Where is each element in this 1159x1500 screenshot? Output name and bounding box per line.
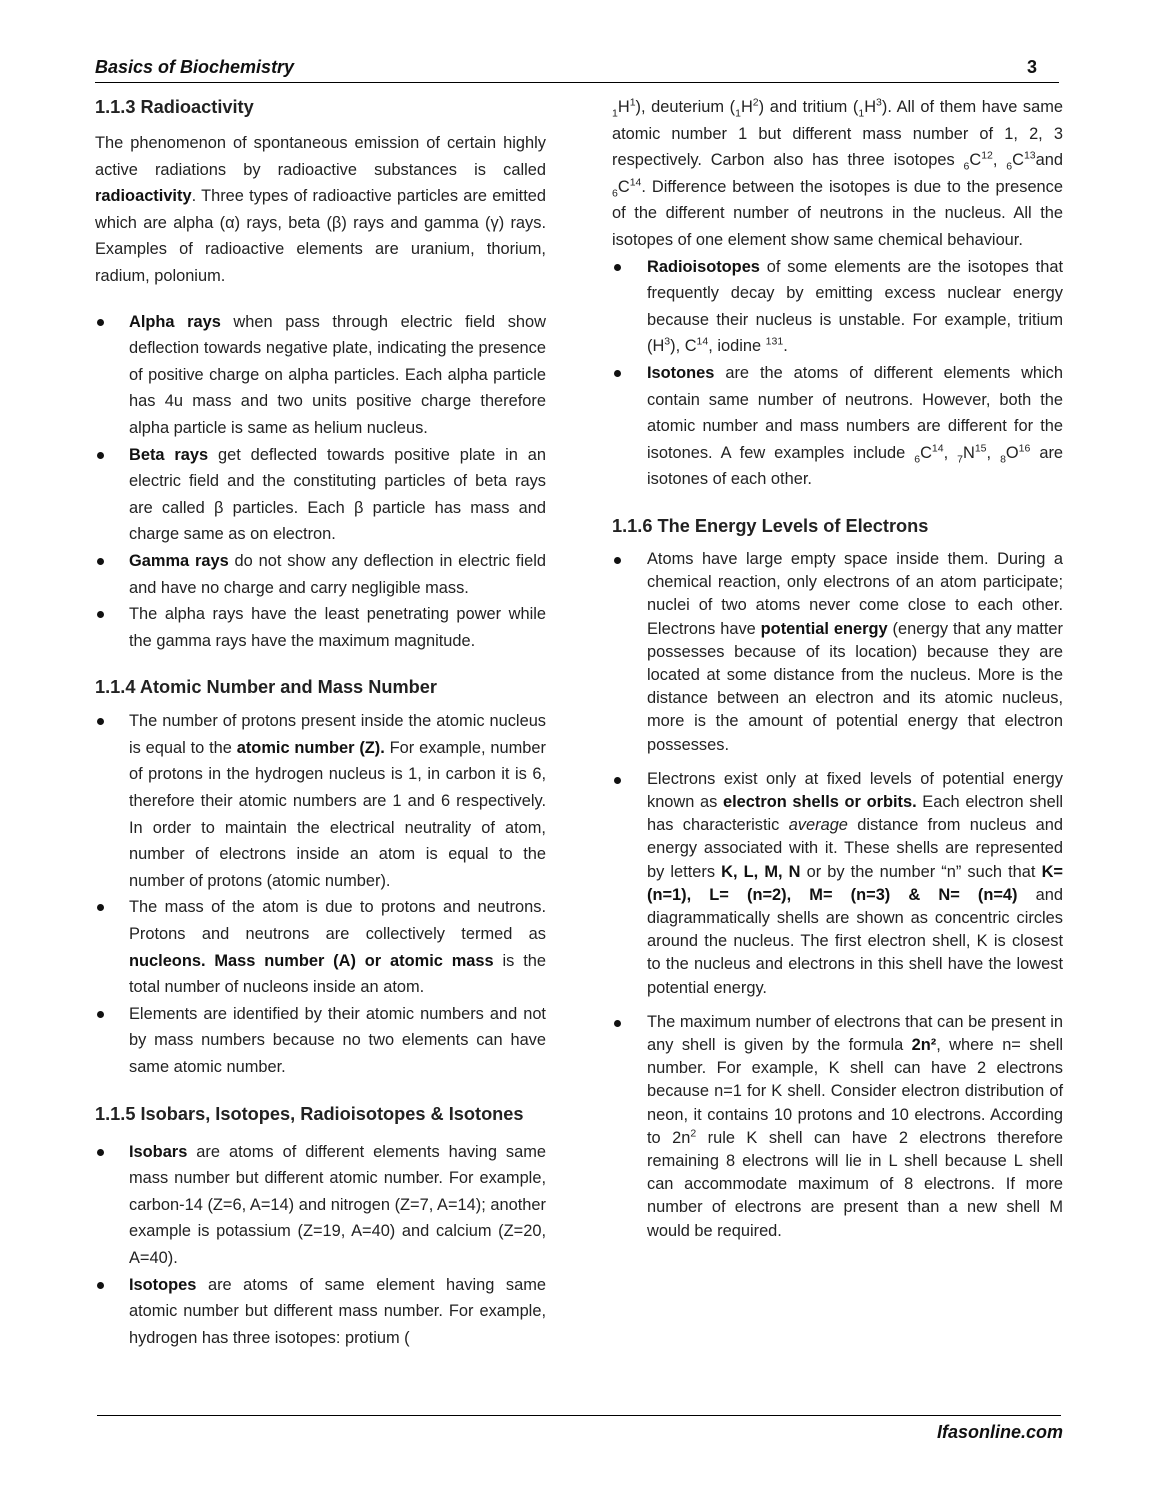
footer-rule xyxy=(97,1415,1061,1416)
bold-term: Isobars xyxy=(129,1142,188,1161)
text: The mass of the atom is due to protons and neutrons. Protons and neutrons are collectively termed as xyxy=(129,898,546,944)
section-heading-radioactivity: 1.1.3 Radioactivity xyxy=(95,97,254,117)
text: Each electron shell has characteristic xyxy=(647,792,1063,835)
section-heading-energy-levels: 1.1.6 The Energy Levels of Electrons xyxy=(612,515,929,536)
bold-term: potential energy xyxy=(760,619,888,638)
symbol: N xyxy=(963,443,975,462)
text: ). All of them have same atomic number 1 but different mass number of 1, 2, 3 respectively. Carbon also has three isotopes xyxy=(612,98,1063,170)
symbol: O xyxy=(1005,443,1019,462)
list-item xyxy=(612,254,1063,360)
list-item xyxy=(612,548,1063,757)
list-item xyxy=(612,1011,1063,1243)
superscript: 16 xyxy=(1018,442,1031,455)
text: , iodine xyxy=(708,337,766,356)
text: ), C xyxy=(670,337,697,356)
text: For example, number of protons in the hydrogen nucleus is 1, in carbon it is 6, therefore their atomic numbers are 1 and 6 respectively. In order to maintain the electrical neutrality of atom, number of electrons inside an atom is equal to the number of protons (atomic number). xyxy=(129,738,546,890)
footer-site: Ifasonline.com xyxy=(936,1422,1063,1442)
text: is the total number of nucleons inside an atom. xyxy=(129,951,546,997)
subscript: 8 xyxy=(1000,453,1006,465)
text: of some elements are the isotopes that frequently decay by emitting excess nuclear energy because their nucleus is unstable. For example, tritium (H xyxy=(647,257,1063,356)
page-header xyxy=(95,56,1059,83)
superscript: 14 xyxy=(696,335,709,348)
text: rule K shell can have 2 electrons therefore remaining 8 electrons will lie in L shell because L shell can accommodate maximum of 8 electrons. If more number of electrons are present than a new shell M would be required. xyxy=(647,1128,1063,1240)
list-item xyxy=(95,548,546,601)
book-title: Basics of Biochemistry xyxy=(95,57,295,77)
subscript: 6 xyxy=(914,453,921,465)
bold-term: nucleons. Mass number (A) or atomic mass xyxy=(129,951,494,970)
bold-term: K= (n=1), L= (n=2), M= (n=3) & N= (n=4) xyxy=(647,862,1063,904)
radioactivity-list xyxy=(95,309,546,655)
superscript: 13 xyxy=(1023,149,1036,162)
energy-levels-list xyxy=(612,548,1063,1243)
symbol: H xyxy=(617,98,630,116)
isobars-list-left xyxy=(95,1139,546,1352)
list-item xyxy=(95,1001,546,1081)
text: The phenomenon of spontaneous emission of certain highly active radiations by radioactive substances is called xyxy=(95,134,546,179)
text: . xyxy=(783,337,788,356)
subscript: 1 xyxy=(858,107,865,120)
bold-term: Radioisotopes xyxy=(647,257,760,276)
atomic-number-list xyxy=(95,708,546,1080)
section-heading-atomic-number: 1.1.4 Atomic Number and Mass Number xyxy=(95,677,437,698)
subscript: 6 xyxy=(612,187,618,200)
bold-term: Alpha rays xyxy=(129,312,221,331)
superscript: 1 xyxy=(629,96,636,109)
text: The number of protons present inside the atomic nucleus is equal to the xyxy=(129,712,546,757)
text: . Difference between the isotopes is due to the presence of the different number of neutrons in the nucleus. All the isotopes of one element show same chemical behaviour. xyxy=(612,177,1063,249)
text: , where n= shell number. For example, K shell can have 2 electrons because n=1 for K shell. Consider electron distribution of neon, it contains 10 protons and 10 electrons. According to 2n xyxy=(647,1035,1063,1147)
text: or by the number “n” such that xyxy=(800,862,1042,881)
list-item xyxy=(95,1272,546,1352)
symbol: C xyxy=(920,443,932,462)
list-item xyxy=(95,309,546,442)
text: Atoms have large empty space inside them. During a chemical reaction, only electrons of an atom participate; nuclei of two atoms never come close to each other. Electrons have xyxy=(647,549,1063,638)
list-item xyxy=(612,768,1063,1000)
superscript: 2 xyxy=(752,96,759,109)
text: ), deuterium ( xyxy=(635,98,736,116)
text: Electrons exist only at fixed levels of potential energy known as xyxy=(647,769,1063,811)
text: are atoms of same element having same atomic number but different mass number. For example, hydrogen has three isotopes: protium ( xyxy=(129,1275,546,1347)
text: and diagrammatically shells are shown as concentric circles around the nucleus. The first electron shell, K is closest to the nucleus and electrons in this shell have the lowest potential energy. xyxy=(647,885,1063,997)
italic-term: average xyxy=(788,816,848,835)
subscript: 1 xyxy=(735,107,741,120)
bold-term: radioactivity xyxy=(95,187,192,206)
symbol: C xyxy=(617,177,630,196)
text: are isotones of each other. xyxy=(647,443,1064,489)
superscript: 3 xyxy=(876,96,882,109)
text: , xyxy=(943,443,958,462)
list-item xyxy=(95,894,546,1000)
superscript: 14 xyxy=(629,176,642,189)
isobars-list-right xyxy=(612,254,1063,493)
symbol: C xyxy=(1012,151,1024,170)
text: (energy that any matter possesses because of its location) because they are located at some distance from the nucleus. More is the distance between an electron and its atomic nucleus, more is the amount of potential energy that electron possesses. xyxy=(647,619,1063,754)
superscript: 2 xyxy=(690,1127,697,1140)
isotopes-continued xyxy=(612,94,1063,254)
text: are atoms of different elements having same mass number but different atomic number. For example, carbon-14 (Z=6, A=14) and nitrogen (Z=7, A=14); another example is potassium (Z=19, A=40) and calcium (Z=20, A=40). xyxy=(129,1142,546,1267)
list-item xyxy=(95,442,546,548)
text: The maximum number of electrons that can be present in any shell is given by the formula xyxy=(647,1012,1063,1054)
text: get deflected towards positive plate in an electric field and the constituting particles of beta rays are called β particles. Each β particle has mass and charge same as on electron. xyxy=(129,445,546,544)
right-column xyxy=(612,94,1063,1243)
list-item xyxy=(95,601,546,654)
bold-term: Beta rays xyxy=(129,445,209,464)
bold-term: Isotopes xyxy=(129,1275,197,1294)
text: and xyxy=(1035,151,1064,170)
text: when pass through electric field show deflection towards negative plate, indicating the presence of positive charge on alpha particles. Each alpha particle has 4u mass and two units positive charge therefore alpha particle is same as helium nucleus. xyxy=(129,312,546,437)
bold-term: 2n² xyxy=(911,1035,937,1054)
text: do not show any deflection in electric field and have no charge and carry negligible mass. xyxy=(129,551,546,597)
list-item xyxy=(612,360,1063,493)
text: ) and tritium ( xyxy=(758,98,859,116)
superscript: 14 xyxy=(931,442,944,455)
text: . Three types of radioactive particles are emitted which are alpha (α) rays, beta (β) rays and gamma (γ) rays. Examples of radioactive elements are uranium, thorium, radium, polonium. xyxy=(95,187,546,285)
radioactivity-paragraph xyxy=(95,130,546,290)
subscript: 6 xyxy=(963,160,970,173)
text: , xyxy=(986,443,1001,462)
symbol: H xyxy=(740,98,753,116)
bold-term: atomic number (Z). xyxy=(236,738,385,757)
bold-term: Gamma rays xyxy=(129,551,229,570)
bold-term: Isotones xyxy=(647,363,715,382)
bold-term: electron shells or orbits. xyxy=(723,792,917,811)
section-heading-isobars: 1.1.5 Isobars, Isotopes, Radioisotopes & Isotones xyxy=(95,1103,524,1124)
superscript: 12 xyxy=(981,149,993,162)
subscript: 6 xyxy=(1006,160,1013,173)
superscript: 15 xyxy=(974,442,987,455)
text: The alpha rays have the least penetrating power while the gamma rays have the maximum magnitude. xyxy=(129,605,546,650)
subscript: 1 xyxy=(612,107,618,120)
symbol: C xyxy=(969,151,982,170)
superscript: 131 xyxy=(765,335,784,348)
text: distance from nucleus and energy associated with it. These shells are represented by letters xyxy=(647,816,1063,881)
text: are the atoms of different elements which contain same number of neutrons. However, both the atomic number and mass numbers are different for the isotones. A few examples include xyxy=(647,363,1063,462)
list-item xyxy=(95,708,546,894)
bold-term: K, L, M, N xyxy=(721,862,801,881)
left-column xyxy=(95,94,546,1351)
symbol: H xyxy=(864,98,877,116)
text: , xyxy=(992,151,1007,170)
superscript: 3 xyxy=(664,335,671,348)
page-number: 3 xyxy=(1026,57,1037,77)
list-item xyxy=(95,1139,546,1272)
subscript: 7 xyxy=(957,453,963,465)
text: Elements are identified by their atomic numbers and not by mass numbers because no two elements can have same atomic number. xyxy=(129,1004,546,1076)
